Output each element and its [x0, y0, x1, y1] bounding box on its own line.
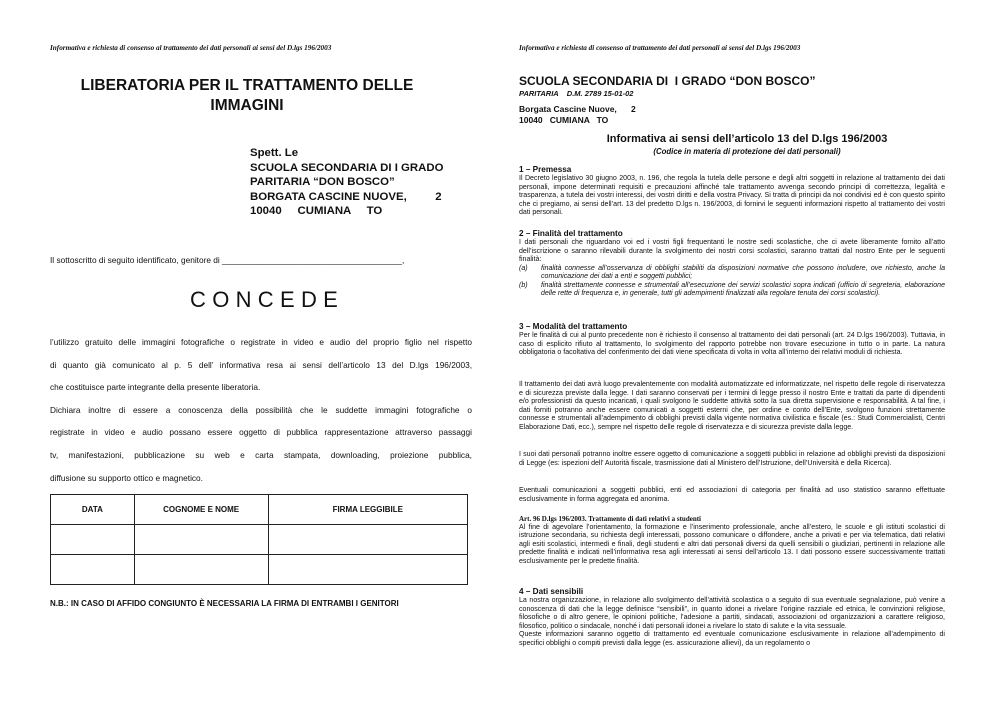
consent-body: l’utilizzo gratuito delle immagini fotografiche o registrate in video e audio del proprio figlio nel rispetto di quanto già comunicato al p. 5 dell’ informativa resa ai sensi dell’articolo 13 del D.lgs 196/2003, che costituisce parte integrante della presente liberatoria. Dichiara inoltre di essere a conoscenza della possibilità che le suddette immagini fotografiche o registrate in video e audio possano essere oggetto di pubblica rappresentazione attraverso passaggi tv, manifestazioni, pubblicazione su web e carta stampata, downloading, proiezione pubblica, diffusione su supporto ottico e magnetico. — [50, 337, 472, 483]
concede-heading: CONCEDE — [190, 287, 345, 312]
informativa-subtitle: (Codice in materia di protezione dei dati personali) — [653, 147, 841, 156]
section-title: 3 – Modalità del trattamento — [519, 322, 628, 331]
section-modalita — [519, 322, 945, 358]
page-header: Informativa e richiesta di consenso al trattamento dei dati personali ai sensi del D.lgs 196/2003 — [519, 44, 801, 52]
article-title: Art. 96 D.lgs 196/2003. Trattamento di dati relativi a studenti — [519, 515, 701, 523]
joint-custody-note: N.B.: IN CASO DI AFFIDO CONGIUNTO È NECESSARIA LA FIRMA DI ENTRAMBI I GENITORI — [50, 599, 399, 608]
right-page — [496, 0, 992, 701]
date-cell[interactable] — [51, 555, 135, 585]
article-96 — [519, 515, 945, 566]
section-finalita — [519, 229, 945, 299]
name-cell[interactable] — [134, 555, 268, 585]
date-cell[interactable] — [51, 525, 135, 555]
name-cell[interactable] — [134, 525, 268, 555]
section-text: Il Decreto legislativo 30 giugno 2003, n. 196, che regola la tutela delle persone e degli altri soggetti in relazione al trattamento dei dati personali, impone determinati requisiti e precauzioni affinché tale trattamento avvenga secondo principi di correttezza, legalità e trasparenza, a tutela dei vostri interessi, dei vostri diritti e della vostra Privacy. Si tratta di principi da noi condivisi ed è con questo spirito che ci pregiamo, ai sensi dell’art. 13 del predetto D.lgs n. 196/2003, di fornirvi le seguenti informazioni rispetto al trattamento dei vostri dati personali. — [519, 175, 945, 216]
section-title: 1 – Premessa — [519, 165, 572, 174]
signature-cell[interactable] — [268, 555, 468, 585]
section-premessa — [519, 165, 945, 218]
school-name: SCUOLA SECONDARIA DI I GRADO “DON BOSCO” — [519, 74, 816, 88]
school-decree: PARITARIA D.M. 2789 15-01-02 — [519, 89, 634, 98]
article-text: Al fine di agevolare l’orientamento, la formazione e l’inserimento professionale, anche all’estero, le scuole e gli istituti scolastici di istruzione secondaria, su richiesta degli interessati, possono comunicare o diffondere, anche a privati e per via telematica, dati relativi agli esiti scolastici, intermedi e finali, degli studenti e altri dati personali diversi da quelli sensibili o giudiziari, pertinenti in relazione alle predette finalità e indicati nell’informativa resa agli interessati ai sensi dell’articolo 13. I dati possono essere successivamente trattati esclusivamente per le predette finalità. — [519, 523, 945, 565]
column-header-data: DATA — [51, 495, 135, 525]
section-text-block: Eventuali comunicazioni a soggetti pubblici, enti ed associazioni di categoria per finalità ad uso statistico saranno effettuate esclusivamente in forma aggregata ed anonima. — [519, 487, 945, 503]
section-title: 2 – Finalità del trattamento — [519, 229, 623, 238]
table-row — [51, 525, 468, 555]
section-text: I dati personali che riguardano voi ed i vostri figli frequentanti le nostre sedi scolastiche, che ci avete liberamente fornito all’atto dell’iscrizione o saranno rilevabili durante la svolgimento dei nostri corsi scolastici, saranno trattati dal nostro Ente per le seguenti finalità: — [519, 239, 945, 263]
recipient-address: Spett. Le SCUOLA SECONDARIA DI I GRADO PARITARIA “DON BOSCO” BORGATA CASCINE NUOVE, 2 10040 CUMIANA TO — [250, 147, 444, 217]
school-address: Borgata Cascine Nuove, 2 10040 CUMIANA TO — [519, 104, 636, 125]
column-header-name: COGNOME E NOME — [134, 495, 268, 525]
signature-cell[interactable] — [268, 525, 468, 555]
section-text: Per le finalità di cui al punto precedente non è richiesto il consenso al trattamento dei dati personali (art. 24 D.lgs 196/2003). Tuttavia, in caso di esplicito rifiuto al trattamento, lo svolgimento del rapporto potrebbe non trovare esecuzione in tutto o in parte. La natura obbligatoria o facoltativa del conferimento dei dati viene specificata di volta in volta all’interno dei relativi moduli di richiesta. — [519, 332, 945, 356]
list-item: (a) finalità connesse all’osservanza di obblighi stabiliti da disposizioni normative che possono includere, ove richiesto, anche la comunicazione dei dati a enti e soggetti pubblici; — [519, 264, 945, 280]
section-text-block: Il trattamento dei dati avrà luogo prevalentemente con modalità automatizzate ed informatizzate, nel rispetto delle regole di riservatezza e di sicurezza previste dalla legge. I dati saranno conservati per i termini di legge presso il nostro Ente e trattati da parte di dipendenti e/o professionisti da questo incaricati, i quali svolgono le suddette attività sotto la sua diretta supervisione e responsabilità. A tal fine, i dati forniti potranno anche essere comunicati a soggetti esterni che, per ordine e conto dell’Ente, svolgono funzioni strettamente connesse e strumentali all’adempimento di obblighi previsti dalla vigente normativa civilistica e fiscale (es.: Studi Commercialisti, Centri Elaborazione Dati, ecc.), sempre nel rispetto delle regole di riservatezza e di sicurezza previste dalla legge. — [519, 381, 945, 431]
section-text-block: I suoi dati personali potranno inoltre essere oggetto di comunicazione a soggetti pubblici in relazione ad obblighi previsti da disposizioni di Legge (es: ispezioni dell’ Autorità fiscale, trasmissione dati al Ministero dell’Istruzione, dell’Università e della Ricerca). — [519, 451, 945, 467]
signer-line: Il sottoscritto di seguito identificato, genitore di _______________________________________, — [50, 255, 405, 265]
section-title: 4 – Dati sensibili — [519, 587, 584, 596]
list-item: (b) finalità strettamente connesse e strumentali all’esecuzione dei servizi scolastici sopra indicati (ufficio di segreteria, elaborazione delle rette di frequenza e, in generale, tutti gli adempimenti finalizzati alla regolare tenuta dei corsi scolastici). — [519, 281, 945, 297]
informativa-title: Informativa ai sensi dell’articolo 13 del D.lgs 196/2003 — [606, 133, 888, 145]
table-header-row — [51, 495, 468, 525]
table-row — [51, 555, 468, 585]
section-text: Queste informazioni saranno oggetto di trattamento ed eventuale comunicazione esclusivamente in relazione all’adempimento di specifici obblighi o compiti previsti dalla legge (es. assicurazione allievi), da un regolamento o — [519, 631, 945, 647]
column-header-signature: FIRMA LEGGIBILE — [268, 495, 468, 525]
section-dati-sensibili — [519, 587, 945, 648]
page-header: Informativa e richiesta di consenso al trattamento dei dati personali ai sensi del D.lgs 196/2003 — [50, 44, 332, 52]
section-text: La nostra organizzazione, in relazione allo svolgimento dell’attività scolastica o a seguito di sua eventuale segnalazione, può venire a conoscenza di dati che la legge definisce “sensibili”, in quanto idonei a rivelare l’origine razziale ed etnica, le convinzioni religiose, filosofiche o di altro genere, le opinioni politiche, l’adesione a partiti, sindacati, associazioni od organizzazioni a carattere religioso, filosofico, politico o sindacale, nonché i dati personali idonei a rivelare lo stato di salute e la vita sessuale. — [519, 597, 945, 630]
signature-table — [50, 494, 468, 585]
page-title: LIBERATORIA PER IL TRATTAMENTO DELLE IMMAGINI — [80, 77, 414, 114]
